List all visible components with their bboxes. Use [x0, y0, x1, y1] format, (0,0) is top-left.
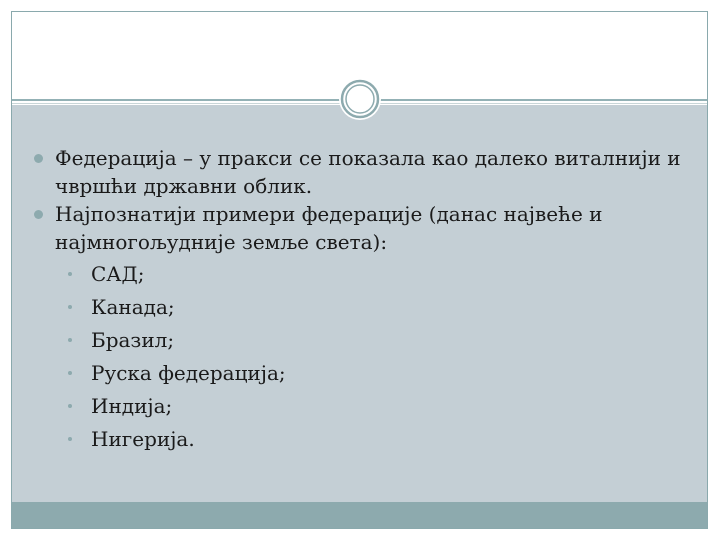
sub-bullet-icon [68, 272, 72, 276]
bullet-text: Федерација – у пракси се показала као далеко виталнији и чвршћи државни облик. [55, 146, 681, 198]
bullet-item [34, 144, 694, 200]
bullet-text: Најпознатији примери федерације (данас највеће и најмногољудније земље света): [55, 202, 603, 254]
sub-list-item [34, 324, 694, 357]
sub-item-text: Бразил; [91, 328, 175, 352]
sub-list-item [34, 357, 694, 390]
sub-list-item [34, 258, 694, 291]
ring-ornament-icon [338, 77, 382, 121]
sub-bullet-icon [68, 404, 72, 408]
sub-item-text: Руска федерација; [91, 361, 286, 385]
sub-list [34, 258, 694, 456]
sub-bullet-icon [68, 338, 72, 342]
slide-body [34, 144, 694, 456]
sub-list-item [34, 291, 694, 324]
sub-item-text: САД; [91, 262, 145, 286]
bullet-marker-icon [34, 210, 43, 219]
sub-bullet-icon [68, 305, 72, 309]
sub-item-text: Канада; [91, 295, 175, 319]
footer-bar [12, 502, 707, 528]
sub-list-item [34, 423, 694, 456]
sub-item-text: Нигерија. [91, 427, 195, 451]
bullet-item [34, 200, 694, 256]
sub-bullet-icon [68, 371, 72, 375]
sub-item-text: Индија; [91, 394, 173, 418]
bullet-marker-icon [34, 154, 43, 163]
sub-list-item [34, 390, 694, 423]
sub-bullet-icon [68, 437, 72, 441]
